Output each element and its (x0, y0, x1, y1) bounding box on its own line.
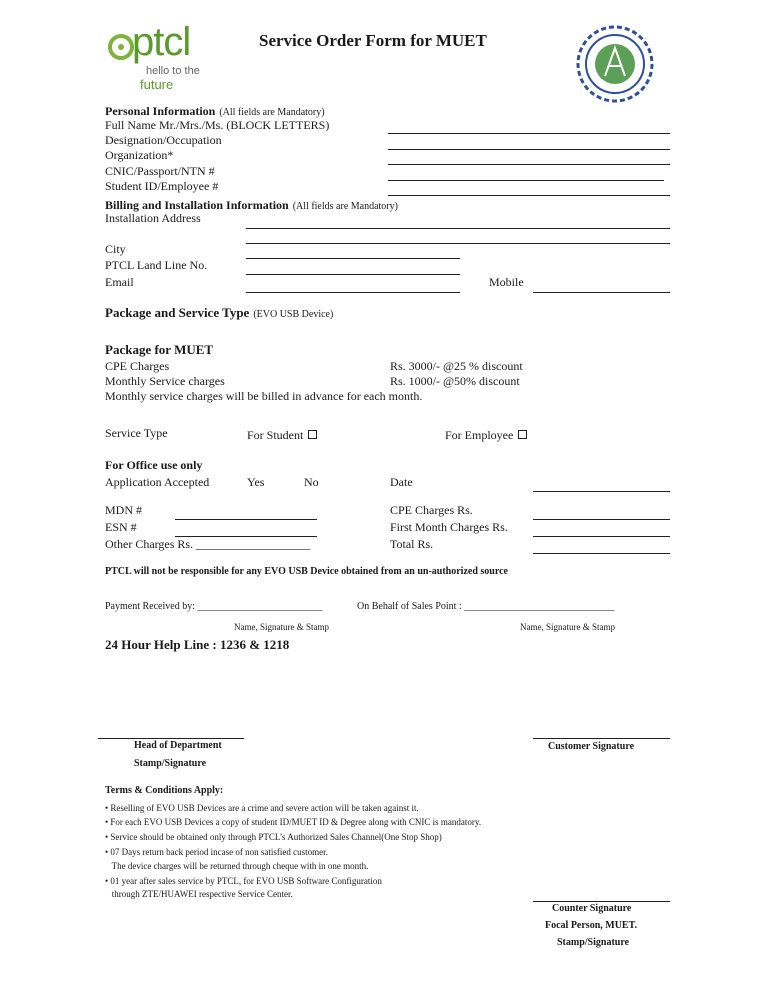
accepted-no[interactable]: No (304, 475, 319, 489)
landline-label: PTCL Land Line No. (105, 258, 208, 272)
mdn-label: MDN # (105, 503, 143, 517)
mobile-input-line[interactable] (533, 292, 670, 293)
terms-item: • For each EVO USB Devices a copy of student ID/MUET ID & Degree along with CNIC is mandatory. (105, 817, 482, 827)
counter-signature-line[interactable] (533, 901, 670, 902)
date-label: Date (390, 475, 413, 489)
city-label: City (105, 242, 126, 256)
designation-input-line[interactable] (388, 149, 670, 150)
esn-label: ESN # (105, 520, 137, 534)
for-student-label: For Student (247, 428, 304, 442)
address-input-line-2[interactable] (246, 243, 670, 244)
terms-item: The device charges will be returned through cheque with in one month. (105, 861, 369, 871)
monthly-charges-value: Rs. 1000/- @50% discount (390, 374, 520, 388)
service-type-label: Service Type (105, 426, 168, 440)
customer-signature-caption: Customer Signature (548, 741, 635, 752)
for-employee-option[interactable] (445, 428, 527, 443)
student-id-input-line[interactable] (388, 195, 670, 196)
ptcl-tagline-1: hello to the (146, 65, 200, 77)
application-accepted-label: Application Accepted (105, 475, 210, 489)
field-full-name-label: Full Name Mr./Mrs./Ms. (BLOCK LETTERS) (105, 118, 330, 132)
terms-item: • Reselling of EVO USB Devices are a crime and severe action will be taken against it. (105, 803, 419, 813)
customer-signature-line[interactable] (533, 738, 670, 739)
first-month-input-line[interactable] (533, 536, 670, 537)
mobile-label: Mobile (489, 275, 524, 289)
for-employee-checkbox[interactable] (518, 430, 527, 439)
field-organization-label: Organization* (105, 148, 174, 162)
address-input-line-1[interactable] (246, 228, 670, 229)
terms-item: • Service should be obtained only through PTCL’s Authorized Sales Channel(One Stop Shop) (105, 832, 442, 842)
cpe-charges-value: Rs. 3000/- @25 % discount (390, 359, 523, 373)
payment-received-label: Payment Received by: _________________________ (105, 601, 323, 612)
for-student-option[interactable] (247, 428, 317, 443)
landline-input-line[interactable] (246, 274, 460, 275)
ptcl-logo (106, 20, 226, 94)
ptcl-brand: ptcl (132, 20, 191, 64)
payment-signature-caption-1: Name, Signature & Stamp (234, 622, 329, 632)
monthly-charges-label: Monthly Service charges (105, 374, 225, 388)
payment-signature-caption-2: Name, Signature & Stamp (520, 622, 615, 632)
organization-input-line[interactable] (388, 164, 670, 165)
city-input-line[interactable] (246, 258, 460, 259)
terms-item: through ZTE/HUAWEI respective Service Center. (105, 889, 293, 899)
helpline: 24 Hour Help Line : 1236 & 1218 (105, 637, 290, 652)
email-label: Email (105, 275, 134, 289)
package-type-heading-row (105, 304, 333, 322)
other-charges-label: Other Charges Rs. ___________________ (105, 537, 311, 551)
disclaimer: PTCL will not be responsible for any EVO USB Device obtained from an un-authorized source (105, 566, 508, 577)
mdn-input-line[interactable] (175, 519, 317, 520)
cpe-charges-label: CPE Charges (105, 359, 170, 373)
total-label: Total Rs. (390, 537, 434, 551)
for-student-checkbox[interactable] (308, 430, 317, 439)
accepted-yes[interactable]: Yes (247, 475, 265, 489)
for-employee-label: For Employee (445, 428, 514, 442)
terms-heading: Terms & Conditions Apply: (105, 785, 224, 796)
on-behalf-label: On Behalf of Sales Point : ______________________________ (357, 601, 615, 612)
personal-heading: Personal Information (105, 104, 216, 118)
page-title: Service Order Form for MUET (259, 31, 487, 50)
billing-note: (All fields are Mandatory) (292, 201, 398, 212)
package-type-note: (EVO USB Device) (253, 309, 334, 320)
terms-item: • 07 Days return back period incase of non satisfied customer. (105, 847, 328, 857)
total-input-line[interactable] (533, 553, 670, 554)
cpe-charges-input-line[interactable] (533, 519, 670, 520)
package-type-heading: Package and Service Type (105, 305, 250, 320)
counter-caption-3: Stamp/Signature (557, 937, 630, 948)
field-cnic-label: CNIC/Passport/NTN # (105, 164, 215, 178)
cnic-input-line[interactable] (388, 180, 664, 181)
billing-heading: Billing and Installation Information (105, 198, 289, 212)
first-month-label: First Month Charges Rs. (390, 520, 508, 534)
office-use-heading: For Office use only (105, 458, 203, 472)
email-input-line[interactable] (246, 292, 460, 293)
field-designation-label: Designation/Occupation (105, 133, 222, 147)
ptcl-tagline-2: future (140, 77, 174, 92)
advance-billing-note: Monthly service charges will be billed in advance for each month. (105, 389, 423, 403)
cpe-charges-rs-label: CPE Charges Rs. (390, 503, 473, 517)
date-input-line[interactable] (533, 491, 670, 492)
counter-caption-2: Focal Person, MUET. (545, 920, 638, 931)
muet-seal-icon (575, 24, 655, 104)
terms-item: • 01 year after sales service by PTCL, for EVO USB Software Configuration (105, 876, 382, 886)
package-muet-heading: Package for MUET (105, 342, 214, 357)
hod-caption-1: Head of Department (134, 740, 222, 751)
installation-address-label: Installation Address (105, 211, 201, 225)
counter-caption-1: Counter Signature (552, 903, 632, 914)
field-student-id-label: Student ID/Employee # (105, 179, 219, 193)
hod-caption-2: Stamp/Signature (134, 758, 207, 769)
full-name-input-line[interactable] (388, 133, 670, 134)
hod-signature-line[interactable] (98, 738, 244, 739)
personal-note: (All fields are Mandatory) (219, 107, 325, 118)
